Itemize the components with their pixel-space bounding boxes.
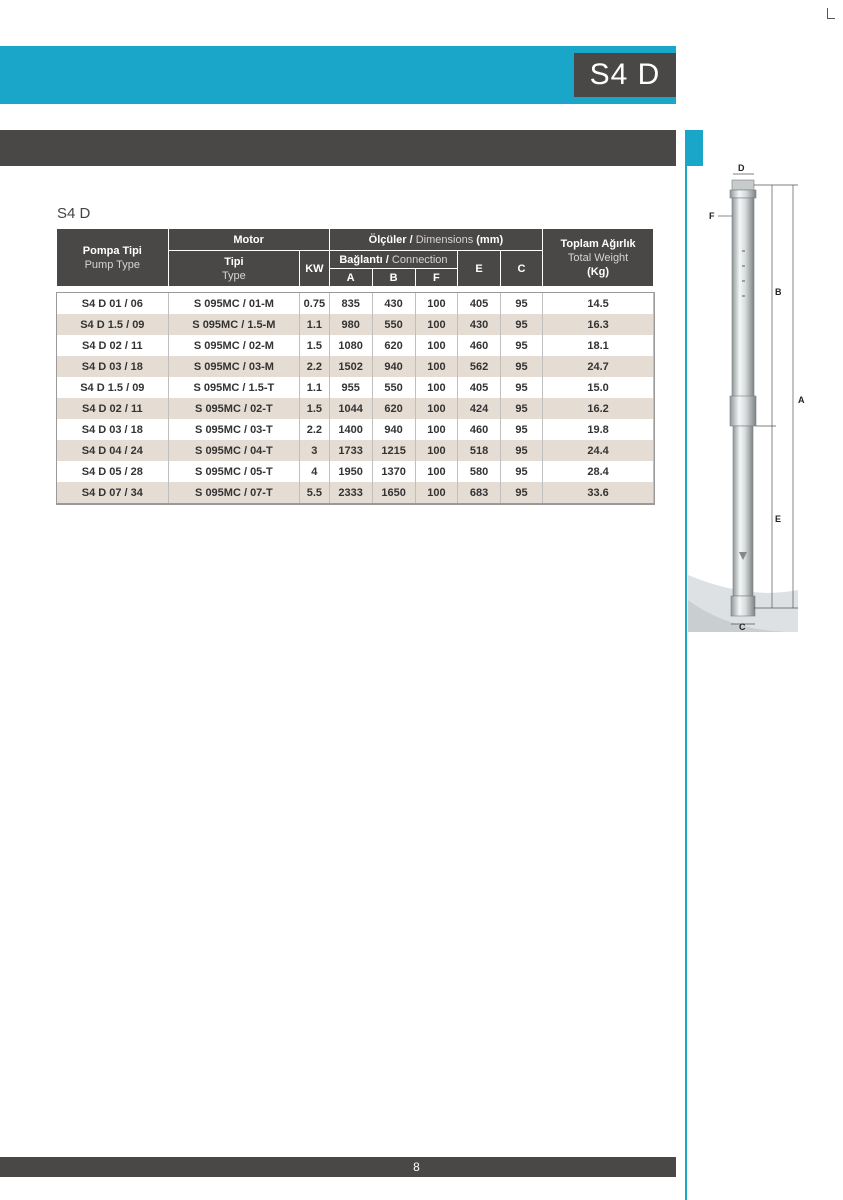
table-body <box>57 293 654 504</box>
dim-label-a: A <box>798 395 805 405</box>
cell-b: 550 <box>372 377 415 398</box>
cell-f: 100 <box>415 356 458 377</box>
cell-e: 518 <box>458 440 501 461</box>
header-weight-en: Total Weight <box>567 251 629 264</box>
cell-kw: 1.5 <box>300 398 330 419</box>
header-pump-type-tr: Pompa Tipi <box>82 244 142 257</box>
cell-b: 940 <box>372 356 415 377</box>
cell-b: 430 <box>372 293 415 314</box>
cell-motor-type: S 095MC / 02-M <box>168 335 299 356</box>
cell-c: 95 <box>500 482 542 504</box>
header-weight <box>543 229 654 287</box>
cell-pump-type: S4 D 03 / 18 <box>57 356 169 377</box>
header-dimensions-tr: Ölçüler / <box>368 233 413 246</box>
cell-f: 100 <box>415 440 458 461</box>
cell-a: 1080 <box>329 335 372 356</box>
cell-weight: 24.4 <box>543 440 654 461</box>
cell-f: 100 <box>415 293 458 314</box>
cell-weight: 24.7 <box>543 356 654 377</box>
cell-b: 620 <box>372 335 415 356</box>
section-bar <box>0 130 676 166</box>
cell-f: 100 <box>415 398 458 419</box>
cell-e: 460 <box>458 335 501 356</box>
section-title: S4 D <box>57 205 91 222</box>
cell-pump-type: S4 D 02 / 11 <box>57 335 169 356</box>
cell-e: 580 <box>458 461 501 482</box>
cell-weight: 33.6 <box>543 482 654 504</box>
model-tab: S4 D <box>574 53 676 97</box>
cell-e: 424 <box>458 398 501 419</box>
cell-pump-type: S4 D 04 / 24 <box>57 440 169 461</box>
cell-weight: 15.0 <box>543 377 654 398</box>
cell-kw: 2.2 <box>300 356 330 377</box>
side-rule <box>685 130 687 1200</box>
table-row <box>57 440 654 461</box>
header-c: C <box>500 251 542 287</box>
page-number: 8 <box>413 1160 420 1174</box>
cell-c: 95 <box>500 314 542 335</box>
header-b: B <box>372 269 415 287</box>
cell-motor-type: S 095MC / 02-T <box>168 398 299 419</box>
cell-b: 940 <box>372 419 415 440</box>
cell-a: 955 <box>329 377 372 398</box>
cell-e: 460 <box>458 419 501 440</box>
cell-e: 405 <box>458 377 501 398</box>
cell-c: 95 <box>500 293 542 314</box>
cell-c: 95 <box>500 356 542 377</box>
cell-motor-type: S 095MC / 01-M <box>168 293 299 314</box>
table-header <box>57 229 654 294</box>
table-row <box>57 356 654 377</box>
header-connection-en: Connection <box>391 253 448 266</box>
header-kw: KW <box>300 251 330 287</box>
cell-pump-type: S4 D 1.5 / 09 <box>57 377 169 398</box>
header-pump-type <box>57 229 169 287</box>
cell-c: 95 <box>500 377 542 398</box>
cell-f: 100 <box>415 482 458 504</box>
header-dimensions <box>329 229 542 251</box>
table-row <box>57 293 654 314</box>
cell-c: 95 <box>500 335 542 356</box>
table-row <box>57 398 654 419</box>
cell-e: 405 <box>458 293 501 314</box>
pump-drawing <box>688 160 843 640</box>
cell-a: 1950 <box>329 461 372 482</box>
header-dimensions-unit: (mm) <box>476 233 504 246</box>
cell-weight: 18.1 <box>543 335 654 356</box>
cell-weight: 28.4 <box>543 461 654 482</box>
cell-motor-type: S 095MC / 05-T <box>168 461 299 482</box>
cell-f: 100 <box>415 335 458 356</box>
cell-weight: 16.2 <box>543 398 654 419</box>
cell-pump-type: S4 D 07 / 34 <box>57 482 169 504</box>
header-motor-type <box>168 251 299 287</box>
dim-label-b: B <box>775 287 782 297</box>
table-row <box>57 335 654 356</box>
cell-e: 562 <box>458 356 501 377</box>
cell-weight: 19.8 <box>543 419 654 440</box>
header-e: E <box>458 251 501 287</box>
table-row <box>57 482 654 504</box>
cell-b: 1650 <box>372 482 415 504</box>
cell-a: 1044 <box>329 398 372 419</box>
cell-b: 550 <box>372 314 415 335</box>
cell-kw: 1.5 <box>300 335 330 356</box>
cell-kw: 4 <box>300 461 330 482</box>
cell-pump-type: S4 D 1.5 / 09 <box>57 314 169 335</box>
header-connection-tr: Bağlantı / <box>339 253 389 266</box>
dim-label-e: E <box>775 514 782 524</box>
cell-b: 1370 <box>372 461 415 482</box>
header-motor: Motor <box>168 229 329 251</box>
cell-motor-type: S 095MC / 1.5-T <box>168 377 299 398</box>
header-motor-type-en: Type <box>221 269 246 282</box>
cell-kw: 0.75 <box>300 293 330 314</box>
cell-f: 100 <box>415 419 458 440</box>
cell-pump-type: S4 D 01 / 06 <box>57 293 169 314</box>
cell-weight: 16.3 <box>543 314 654 335</box>
cell-e: 683 <box>458 482 501 504</box>
dim-label-d: D <box>738 163 745 173</box>
dim-label-c: C <box>739 622 746 632</box>
spec-table <box>56 228 654 504</box>
cell-c: 95 <box>500 461 542 482</box>
cell-a: 1400 <box>329 419 372 440</box>
cell-pump-type: S4 D 03 / 18 <box>57 419 169 440</box>
cell-c: 95 <box>500 440 542 461</box>
header-weight-tr: Toplam Ağırlık <box>560 237 636 250</box>
cell-kw: 3 <box>300 440 330 461</box>
cell-c: 95 <box>500 419 542 440</box>
cell-pump-type: S4 D 05 / 28 <box>57 461 169 482</box>
cell-f: 100 <box>415 377 458 398</box>
table-row <box>57 419 654 440</box>
header-f: F <box>415 269 458 287</box>
cell-kw: 2.2 <box>300 419 330 440</box>
header-weight-unit: (Kg) <box>587 265 610 278</box>
cell-kw: 1.1 <box>300 377 330 398</box>
cell-kw: 1.1 <box>300 314 330 335</box>
cell-a: 1733 <box>329 440 372 461</box>
cell-e: 430 <box>458 314 501 335</box>
cell-f: 100 <box>415 314 458 335</box>
cell-a: 2333 <box>329 482 372 504</box>
cell-motor-type: S 095MC / 03-M <box>168 356 299 377</box>
cell-weight: 14.5 <box>543 293 654 314</box>
table-row <box>57 314 654 335</box>
cell-kw: 5.5 <box>300 482 330 504</box>
crop-mark <box>827 8 828 18</box>
cell-a: 835 <box>329 293 372 314</box>
cell-c: 95 <box>500 398 542 419</box>
header-connection <box>329 251 458 269</box>
cell-motor-type: S 095MC / 03-T <box>168 419 299 440</box>
table-row <box>57 461 654 482</box>
crop-mark <box>827 18 835 19</box>
header-a: A <box>329 269 372 287</box>
header-dimensions-en: Dimensions <box>415 233 474 246</box>
cell-motor-type: S 095MC / 07-T <box>168 482 299 504</box>
cell-a: 1502 <box>329 356 372 377</box>
cell-b: 1215 <box>372 440 415 461</box>
header-motor-type-tr: Tipi <box>224 255 244 268</box>
header-pump-type-en: Pump Type <box>84 258 141 271</box>
cell-motor-type: S 095MC / 04-T <box>168 440 299 461</box>
cell-motor-type: S 095MC / 1.5-M <box>168 314 299 335</box>
cell-pump-type: S4 D 02 / 11 <box>57 398 169 419</box>
cell-a: 980 <box>329 314 372 335</box>
dim-label-f: F <box>709 211 715 221</box>
cell-b: 620 <box>372 398 415 419</box>
table-row <box>57 377 654 398</box>
cell-f: 100 <box>415 461 458 482</box>
